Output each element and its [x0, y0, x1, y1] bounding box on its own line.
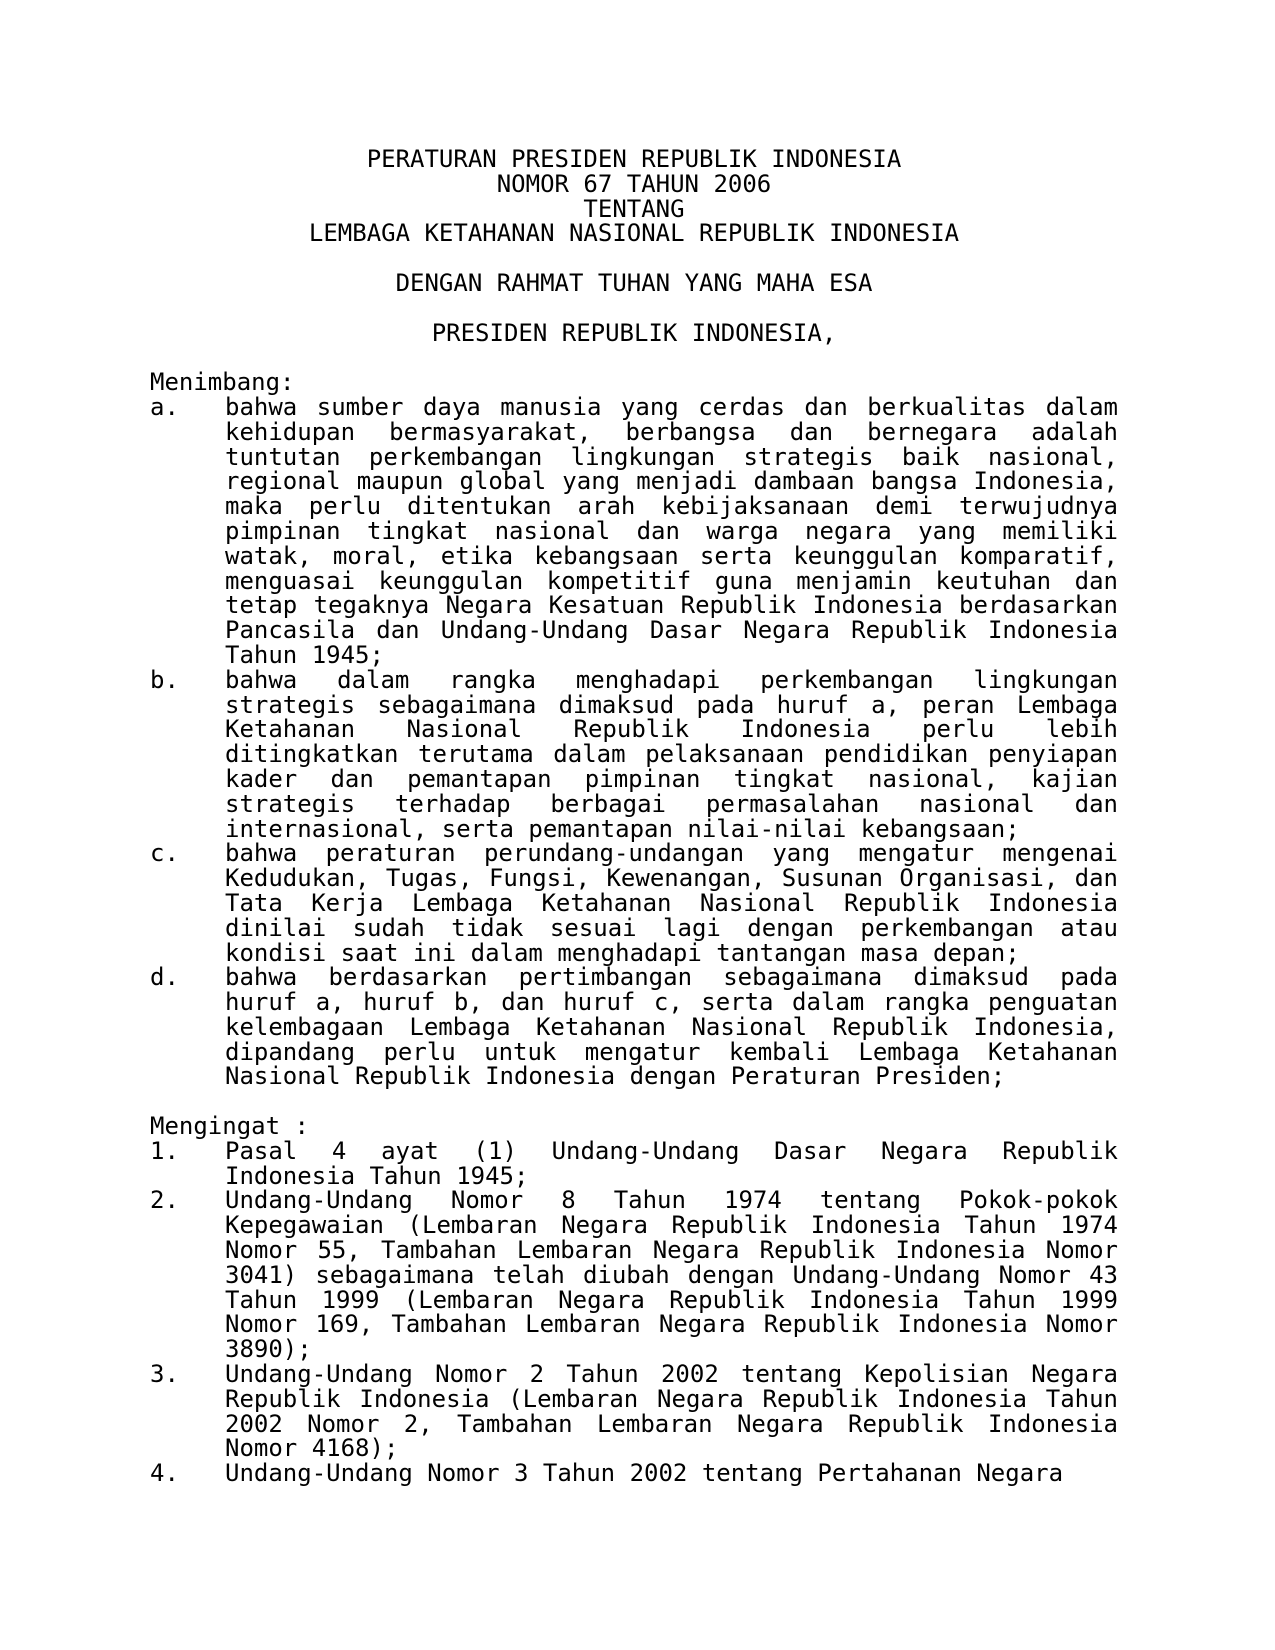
item-text: bahwa sumber daya manusia yang cerdas dan berkualitas dalam kehidupan bermasyarakat, berbangsa dan bernegara adalah tuntutan perkembangan lingkungan strategis baik nasional, regional maupun global yang menjadi dambaan bangsa Indonesia, maka perlu ditentukan arah kebijaksanaan demi terwujudnya pimpinan tingkat nasional dan warga negara yang memiliki watak, moral, etika kebangsaan serta keunggulan komparatif, menguasai keunggulan kompetitif guna menjamin keutuhan dan tetap tegaknya Negara Kesatuan Republik Indonesia berdasarkan Pancasila dan Undang-Undang Dasar Negara Republik Indonesia Tahun 1945; [225, 392, 1118, 669]
item-text: bahwa dalam rangka menghadapi perkembangan lingkungan strategis sebagaimana dimaksud pada huruf a, peran Lembaga Ketahanan Nasional Republik Indonesia perlu lebih ditingkatkan terutama dalam pelaksanaan pendidikan penyiapan kader dan pemantapan pimpinan tingkat nasional, kajian strategis terhadap berbagai permasalahan nasional dan internasional, serta pemantapan nilai-nilai kebangsaan; [225, 665, 1118, 843]
item-text: bahwa peraturan perundang-undangan yang mengatur mengenai Kedudukan, Tugas, Fungsi, Kewenangan, Susunan Organisasi, dan Tata Kerja Lembaga Ketahanan Nasional Republik Indonesia dinilai sudah tidak sesuai lagi dengan perkembangan atau kondisi saat ini dalam menghadapi tantangan masa depan; [225, 839, 1118, 967]
spacer [150, 246, 1118, 271]
spacer [150, 345, 1118, 370]
menimbang-heading: Menimbang: [150, 368, 295, 397]
regulation-number-line: NOMOR 67 TAHUN 2006 [496, 169, 772, 198]
item-label: 4. [150, 1459, 179, 1488]
item-label: c. [150, 839, 179, 868]
mengingat-item [150, 1136, 1118, 1190]
item-label: 2. [150, 1186, 179, 1215]
menimbang-item [150, 392, 1118, 669]
president-line: PRESIDEN REPUBLIK INDONESIA, [431, 318, 837, 347]
item-text: Undang-Undang Nomor 2 Tahun 2002 tentang Kepolisian Negara Republik Indonesia (Lembaran Negara Republik Indonesia Tahun 2002 Nomor 2, Tambahan Lembaran Negara Republik Indonesia Nomor 4168); [225, 1360, 1118, 1463]
mengingat-heading: Mengingat : [150, 1112, 309, 1141]
item-label: d. [150, 963, 179, 992]
regulation-subject-line: LEMBAGA KETAHANAN NASIONAL REPUBLIK INDONESIA [308, 219, 960, 248]
menimbang-item [150, 665, 1118, 843]
spacer [150, 1089, 1118, 1114]
item-label: a. [150, 392, 179, 421]
regulation-title-line-1: PERATURAN PRESIDEN REPUBLIK INDONESIA [366, 145, 902, 173]
spacer [150, 296, 1118, 321]
item-label: 1. [150, 1136, 179, 1165]
menimbang-item [150, 841, 1118, 965]
item-text: bahwa berdasarkan pertimbangan sebagaimana dimaksud pada huruf a, huruf b, dan huruf c, serta dalam rangka penguatan kelembagaan Lembaga Ketahanan Nasional Republik Indonesia, dipandang perlu untuk mengatur kembali Lembaga Ketahanan Nasional Republik Indonesia dengan Peraturan Presiden; [225, 963, 1118, 1091]
item-text: Pasal 4 ayat (1) Undang-Undang Dasar Negara Republik Indonesia Tahun 1945; [225, 1136, 1118, 1190]
mengingat-item [150, 1188, 1118, 1362]
item-label: 3. [150, 1360, 179, 1389]
regulation-tentang-line: TENTANG [583, 194, 685, 223]
invocation-line: DENGAN RAHMAT TUHAN YANG MAHA ESA [395, 268, 873, 297]
item-text: Undang-Undang Nomor 8 Tahun 1974 tentang Pokok-pokok Kepegawaian (Lembaran Negara Republik Indonesia Tahun 1974 Nomor 55, Tambahan Lembaran Negara Republik Indonesia Nomor 3041) sebagaimana telah diubah dengan Undang-Undang Nomor 43 Tahun 1999 (Lembaran Negara Republik Indonesia Tahun 1999 Nomor 169, Tambahan Lembaran Negara Republik Indonesia Nomor 3890); [225, 1186, 1118, 1364]
mengingat-item [150, 1362, 1118, 1461]
item-label: b. [150, 665, 179, 694]
document-page [150, 147, 1118, 1486]
mengingat-item [150, 1461, 1118, 1486]
item-text: Undang-Undang Nomor 3 Tahun 2002 tentang Pertahanan Negara [225, 1459, 1064, 1488]
menimbang-item [150, 965, 1118, 1089]
